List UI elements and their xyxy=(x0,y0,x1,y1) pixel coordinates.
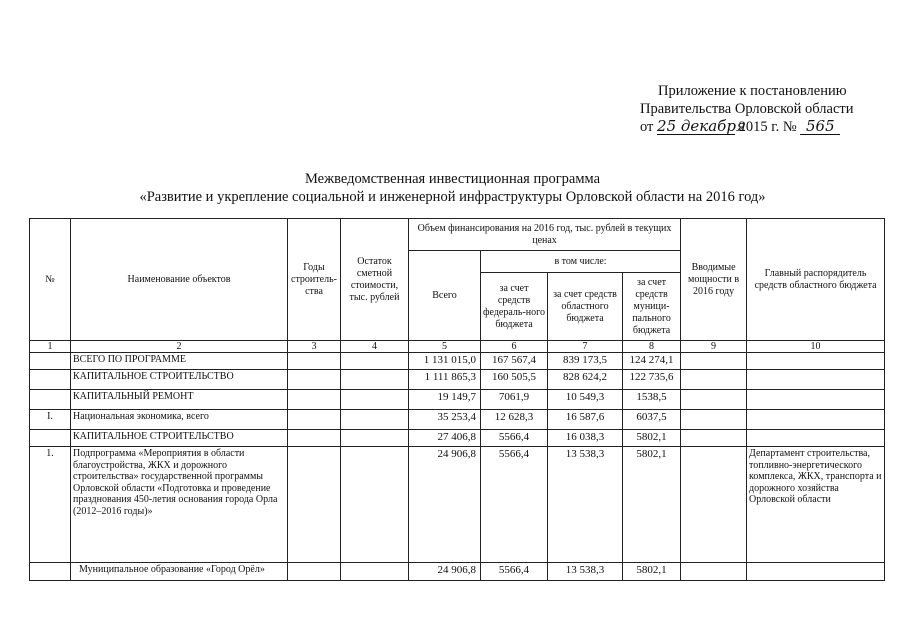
row-name: КАПИТАЛЬНОЕ СТРОИТЕЛЬСТВО xyxy=(71,430,288,447)
header-capacity: Вводимые мощности в 2016 году xyxy=(681,219,747,341)
table-row xyxy=(30,447,885,563)
row-num: 1. xyxy=(30,447,71,563)
row-name: ВСЕГО ПО ПРОГРАММЕ xyxy=(71,353,288,370)
row-manager xyxy=(747,430,885,447)
row-manager xyxy=(747,410,885,430)
row-regional: 13 538,3 xyxy=(548,563,623,581)
row-regional: 13 538,3 xyxy=(548,447,623,563)
row-manager xyxy=(747,370,885,390)
row-municipal: 122 735,6 xyxy=(623,370,681,390)
row-municipal: 5802,1 xyxy=(623,447,681,563)
col-number: 7 xyxy=(548,341,623,353)
row-capacity xyxy=(681,410,747,430)
col-number: 5 xyxy=(409,341,481,353)
row-num xyxy=(30,390,71,410)
row-balance xyxy=(341,563,409,581)
row-manager xyxy=(747,353,885,370)
header-years: Годы строитель-ства xyxy=(288,219,341,341)
appendix-line-1: Приложение к постановлению xyxy=(658,83,847,99)
row-manager xyxy=(747,563,885,581)
column-numbers-row xyxy=(30,341,885,353)
row-capacity xyxy=(681,563,747,581)
row-total: 35 253,4 xyxy=(409,410,481,430)
table-row xyxy=(30,353,885,370)
row-years xyxy=(288,370,341,390)
row-federal: 12 628,3 xyxy=(481,410,548,430)
document-title xyxy=(0,170,905,206)
appendix-ot: от xyxy=(640,119,654,135)
header-municipal: за счет средств муници-пального бюджета xyxy=(623,273,681,341)
row-balance xyxy=(341,370,409,390)
header-including: в том числе: xyxy=(481,251,681,273)
row-total: 19 149,7 xyxy=(409,390,481,410)
row-balance xyxy=(341,410,409,430)
row-capacity xyxy=(681,447,747,563)
appendix-line-2: Правительства Орловской области xyxy=(640,101,854,117)
row-federal: 5566,4 xyxy=(481,447,548,563)
row-federal: 167 567,4 xyxy=(481,353,548,370)
row-num xyxy=(30,353,71,370)
col-number: 10 xyxy=(747,341,885,353)
row-regional: 16 038,3 xyxy=(548,430,623,447)
row-balance xyxy=(341,390,409,410)
row-years xyxy=(288,563,341,581)
col-number: 3 xyxy=(288,341,341,353)
row-years xyxy=(288,390,341,410)
handwritten-date: 25 декабря xyxy=(657,117,746,135)
row-balance xyxy=(341,447,409,563)
row-balance xyxy=(341,353,409,370)
row-federal: 160 505,5 xyxy=(481,370,548,390)
row-municipal: 6037,5 xyxy=(623,410,681,430)
row-num xyxy=(30,370,71,390)
row-federal: 5566,4 xyxy=(481,563,548,581)
row-num: I. xyxy=(30,410,71,430)
col-number: 6 xyxy=(481,341,548,353)
row-regional: 828 624,2 xyxy=(548,370,623,390)
header-regional: за счет средств областного бюджета xyxy=(548,273,623,341)
header-balance: Остаток сметной стоимости, тыс. рублей xyxy=(341,219,409,341)
row-years xyxy=(288,447,341,563)
program-table xyxy=(29,218,885,581)
row-total: 27 406,8 xyxy=(409,430,481,447)
title-line-1: Межведомственная инвестиционная программа xyxy=(304,171,601,187)
row-regional: 10 549,3 xyxy=(548,390,623,410)
col-number: 2 xyxy=(71,341,288,353)
table-row xyxy=(30,370,885,390)
row-manager: Департамент строительства, топливно-энергетического комплекса, ЖКХ, транспорта и дорожного хозяйства Орловской области xyxy=(747,447,885,563)
row-federal: 5566,4 xyxy=(481,430,548,447)
row-manager xyxy=(747,390,885,410)
row-total: 1 131 015,0 xyxy=(409,353,481,370)
row-years xyxy=(288,353,341,370)
row-capacity xyxy=(681,353,747,370)
appendix-date-line xyxy=(640,118,880,136)
row-municipal: 5802,1 xyxy=(623,430,681,447)
row-capacity xyxy=(681,390,747,410)
header-num: № xyxy=(30,219,71,341)
row-name: КАПИТАЛЬНОЕ СТРОИТЕЛЬСТВО xyxy=(71,370,288,390)
row-num xyxy=(30,430,71,447)
header-financing: Объем финансирования на 2016 год, тыс. рублей в текущих ценах xyxy=(409,219,681,251)
header-federal: за счет средств федераль-ного бюджета xyxy=(481,273,548,341)
row-balance xyxy=(341,430,409,447)
row-years xyxy=(288,410,341,430)
row-capacity xyxy=(681,430,747,447)
row-name: Национальная экономика, всего xyxy=(71,410,288,430)
appendix-year: 2015 г. № xyxy=(738,119,797,135)
row-name: Муниципальное образование «Город Орёл» xyxy=(71,563,288,581)
header-name: Наименование объектов xyxy=(71,219,288,341)
row-municipal: 1538,5 xyxy=(623,390,681,410)
handwritten-number: 565 xyxy=(800,119,840,135)
table-row xyxy=(30,390,885,410)
col-number: 8 xyxy=(623,341,681,353)
table-row xyxy=(30,410,885,430)
table-row xyxy=(30,430,885,447)
row-federal: 7061,9 xyxy=(481,390,548,410)
header-total: Всего xyxy=(409,251,481,341)
row-municipal: 124 274,1 xyxy=(623,353,681,370)
table-row xyxy=(30,563,885,581)
col-number: 4 xyxy=(341,341,409,353)
row-total: 24 906,8 xyxy=(409,563,481,581)
row-regional: 16 587,6 xyxy=(548,410,623,430)
col-number: 1 xyxy=(30,341,71,353)
appendix-header xyxy=(640,82,880,136)
title-line-2: «Развитие и укрепление социальной и инженерной инфраструктуры Орловской области на 2016 год» xyxy=(139,189,766,205)
row-total: 1 111 865,3 xyxy=(409,370,481,390)
row-num xyxy=(30,563,71,581)
row-municipal: 5802,1 xyxy=(623,563,681,581)
row-regional: 839 173,5 xyxy=(548,353,623,370)
row-total: 24 906,8 xyxy=(409,447,481,563)
col-number: 9 xyxy=(681,341,747,353)
header-manager: Главный распорядитель средств областного бюджета xyxy=(747,219,885,341)
row-name: Подпрограмма «Мероприятия в области благоустройства, ЖКХ и дорожного строительства» государственной программы Орловской области «Подготовка и проведение празднования 450-летия основания города Орла (2012–2016 годы)» xyxy=(71,447,288,563)
row-years xyxy=(288,430,341,447)
row-capacity xyxy=(681,370,747,390)
row-name: КАПИТАЛЬНЫЙ РЕМОНТ xyxy=(71,390,288,410)
